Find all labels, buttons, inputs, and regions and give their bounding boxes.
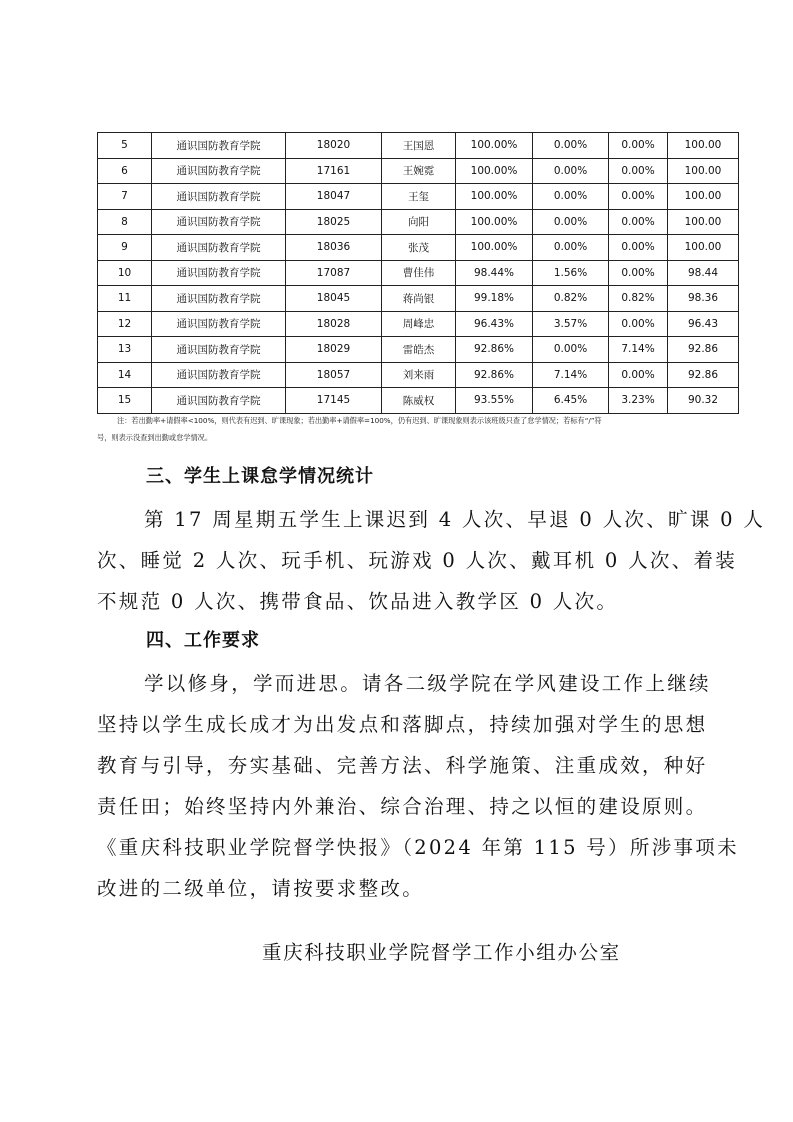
name-cell: 张茂: [382, 235, 456, 261]
row-number: 10: [98, 260, 152, 286]
name-cell: 王婉霓: [382, 158, 456, 184]
attendance-rate-cell: 96.43%: [456, 311, 533, 337]
score-cell: 98.44: [668, 260, 739, 286]
score-cell: 100.00: [668, 209, 739, 235]
attendance-rate-cell: 98.44%: [456, 260, 533, 286]
table-row: [98, 362, 739, 388]
paragraph-line: 改进的二级单位，请按要求整改。: [97, 877, 425, 900]
leave-rate-cell: 6.45%: [533, 388, 609, 414]
leave-rate-cell: 0.00%: [533, 235, 609, 261]
table-row: [98, 388, 739, 414]
leave-rate-cell: 0.00%: [533, 337, 609, 363]
college-cell: 通识国防教育学院: [152, 260, 286, 286]
table-row: [98, 337, 739, 363]
leave-rate-cell: 7.14%: [533, 362, 609, 388]
attendance-rate-cell: 100.00%: [456, 133, 533, 159]
name-cell: 雷皓杰: [382, 337, 456, 363]
leave-rate-cell: 0.82%: [533, 286, 609, 312]
id-cell: 18025: [286, 209, 382, 235]
attendance-rate-cell: 100.00%: [456, 209, 533, 235]
leave-rate-cell: 0.00%: [533, 133, 609, 159]
college-cell: 通识国防教育学院: [152, 209, 286, 235]
id-cell: 18036: [286, 235, 382, 261]
row-number: 8: [98, 209, 152, 235]
attendance-rate-cell: 99.18%: [456, 286, 533, 312]
score-cell: 100.00: [668, 133, 739, 159]
score-cell: 98.36: [668, 286, 739, 312]
college-cell: 通识国防教育学院: [152, 158, 286, 184]
truancy-rate-cell: 3.23%: [609, 388, 668, 414]
footnote-line-2: 号，则表示没查到出勤或怠学情况。: [97, 433, 213, 442]
college-cell: 通识国防教育学院: [152, 337, 286, 363]
table-row: [98, 260, 739, 286]
section-3-heading: 三、学生上课怠学情况统计: [146, 466, 374, 487]
paragraph-line: 教育与引导，夯实基础、完善方法、科学施策、注重成效，种好: [97, 754, 708, 777]
row-number: 14: [98, 362, 152, 388]
row-number: 13: [98, 337, 152, 363]
paragraph-line: 学以修身，学而进思。请各二级学院在学风建设工作上继续: [144, 672, 711, 695]
leave-rate-cell: 1.56%: [533, 260, 609, 286]
college-cell: 通识国防教育学院: [152, 286, 286, 312]
id-cell: 17161: [286, 158, 382, 184]
name-cell: 曹佳伟: [382, 260, 456, 286]
name-cell: 向阳: [382, 209, 456, 235]
id-cell: 18047: [286, 184, 382, 210]
truancy-rate-cell: 0.00%: [609, 235, 668, 261]
score-cell: 92.86: [668, 337, 739, 363]
college-cell: 通识国防教育学院: [152, 184, 286, 210]
footnote-line-1: 注：若出勤率+请假率<100%，则代表有迟到、旷课现象；若出勤率+请假率=100%，仍有迟到、旷课现象则表示该班级只查了怠学情况；若标有“/”符: [117, 416, 602, 425]
name-cell: 王玺: [382, 184, 456, 210]
college-cell: 通识国防教育学院: [152, 388, 286, 414]
truancy-rate-cell: 0.00%: [609, 158, 668, 184]
id-cell: 17087: [286, 260, 382, 286]
truancy-rate-cell: 0.00%: [609, 362, 668, 388]
leave-rate-cell: 0.00%: [533, 184, 609, 210]
truancy-rate-cell: 7.14%: [609, 337, 668, 363]
college-cell: 通识国防教育学院: [152, 311, 286, 337]
name-cell: 陈威权: [382, 388, 456, 414]
table-row: [98, 286, 739, 312]
table-row: [98, 235, 739, 261]
attendance-table: [97, 132, 739, 414]
attendance-rate-cell: 100.00%: [456, 235, 533, 261]
truancy-rate-cell: 0.00%: [609, 133, 668, 159]
score-cell: 100.00: [668, 235, 739, 261]
attendance-rate-cell: 100.00%: [456, 158, 533, 184]
truancy-rate-cell: 0.00%: [609, 311, 668, 337]
signature: 重庆科技职业学院督学工作小组办公室: [262, 941, 621, 964]
leave-rate-cell: 0.00%: [533, 158, 609, 184]
truancy-rate-cell: 0.82%: [609, 286, 668, 312]
college-cell: 通识国防教育学院: [152, 362, 286, 388]
paragraph-line: 《重庆科技职业学院督学快报》（2024 年第 115 号）所涉事项未: [97, 836, 739, 859]
row-number: 6: [98, 158, 152, 184]
score-cell: 90.32: [668, 388, 739, 414]
truancy-rate-cell: 0.00%: [609, 260, 668, 286]
id-cell: 18020: [286, 133, 382, 159]
leave-rate-cell: 0.00%: [533, 209, 609, 235]
truancy-rate-cell: 0.00%: [609, 209, 668, 235]
row-number: 7: [98, 184, 152, 210]
leave-rate-cell: 3.57%: [533, 311, 609, 337]
attendance-rate-cell: 92.86%: [456, 337, 533, 363]
name-cell: 蒋尚银: [382, 286, 456, 312]
table-row: [98, 209, 739, 235]
section-3-paragraph: [97, 499, 766, 622]
id-cell: 17145: [286, 388, 382, 414]
paragraph-line: 第 17 周星期五学生上课迟到 4 人次、早退 0 人次、旷课 0 人: [144, 508, 766, 531]
row-number: 15: [98, 388, 152, 414]
table-row: [98, 133, 739, 159]
attendance-rate-cell: 92.86%: [456, 362, 533, 388]
row-number: 11: [98, 286, 152, 312]
attendance-rate-cell: 93.55%: [456, 388, 533, 414]
college-cell: 通识国防教育学院: [152, 133, 286, 159]
table-row: [98, 184, 739, 210]
name-cell: 刘来雨: [382, 362, 456, 388]
score-cell: 100.00: [668, 184, 739, 210]
attendance-rate-cell: 100.00%: [456, 184, 533, 210]
paragraph-line: 责任田；始终坚持内外兼治、综合治理、持之以恒的建设原则。: [97, 795, 708, 818]
name-cell: 周峰忠: [382, 311, 456, 337]
score-cell: 96.43: [668, 311, 739, 337]
attendance-table-body: [98, 133, 739, 414]
score-cell: 92.86: [668, 362, 739, 388]
id-cell: 18045: [286, 286, 382, 312]
name-cell: 王国恩: [382, 133, 456, 159]
paragraph-line: 不规范 0 人次、携带食品、饮品进入教学区 0 人次。: [97, 590, 619, 613]
paragraph-line: 坚持以学生成长成才为出发点和落脚点，持续加强对学生的思想: [97, 713, 708, 736]
college-cell: 通识国防教育学院: [152, 235, 286, 261]
table-row: [98, 311, 739, 337]
id-cell: 18057: [286, 362, 382, 388]
row-number: 12: [98, 311, 152, 337]
paragraph-line: 次、睡觉 2 人次、玩手机、玩游戏 0 人次、戴耳机 0 人次、着装: [97, 549, 738, 572]
id-cell: 18029: [286, 337, 382, 363]
row-number: 5: [98, 133, 152, 159]
truancy-rate-cell: 0.00%: [609, 184, 668, 210]
id-cell: 18028: [286, 311, 382, 337]
table-footnote: [97, 412, 698, 446]
table-row: [98, 158, 739, 184]
row-number: 9: [98, 235, 152, 261]
section-4-paragraph: [97, 663, 739, 909]
score-cell: 100.00: [668, 158, 739, 184]
section-4-heading: 四、工作要求: [146, 630, 260, 651]
